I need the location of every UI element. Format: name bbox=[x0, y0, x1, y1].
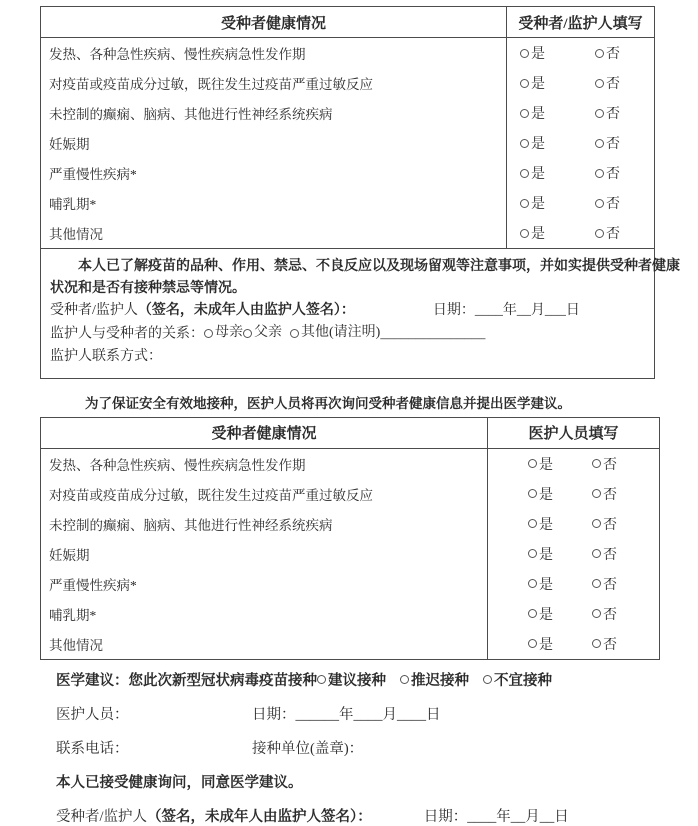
radio-icon[interactable] bbox=[595, 229, 604, 238]
radio-option-yes[interactable] bbox=[520, 43, 545, 63]
radio-icon[interactable] bbox=[595, 199, 604, 208]
question-text: 妊娠期 bbox=[49, 547, 90, 563]
radio-icon[interactable] bbox=[528, 549, 537, 558]
table-row bbox=[41, 479, 659, 509]
table-row bbox=[41, 98, 654, 128]
date-label: 日期： bbox=[252, 706, 296, 723]
signature-line bbox=[50, 300, 645, 322]
yes-no-cell bbox=[487, 599, 659, 629]
option-label: 推迟接种 bbox=[411, 672, 469, 689]
consent-statement: 本人已了解疫苗的品种、作用、禁忌、不良反应以及现场留观等注意事项，并如实提供受种者健康状况和是否有接种禁忌等情况。 bbox=[50, 259, 680, 296]
yes-no-cell bbox=[506, 68, 654, 98]
relation-line bbox=[50, 322, 645, 346]
question-text: 其他情况 bbox=[49, 637, 103, 653]
option-label: 是 bbox=[539, 487, 553, 503]
table-row bbox=[41, 569, 659, 599]
option-label: 否 bbox=[603, 607, 617, 623]
radio-option-yes[interactable] bbox=[520, 103, 545, 123]
recipient-health-table bbox=[40, 6, 680, 379]
yes-no-cell bbox=[487, 569, 659, 599]
radio-icon[interactable] bbox=[595, 109, 604, 118]
radio-option-yes[interactable] bbox=[520, 223, 545, 243]
yes-no-cell bbox=[506, 188, 654, 218]
advice-label: 医学建议：您此次新型冠状病毒疫苗接种 bbox=[56, 672, 317, 689]
question-text: 对疫苗或疫苗成分过敏，既往发生过疫苗严重过敏反应 bbox=[49, 77, 373, 92]
table-row bbox=[41, 599, 659, 629]
option-label: 其他(请注明) bbox=[301, 325, 381, 340]
option-label: 是 bbox=[531, 227, 545, 242]
radio-option-no[interactable] bbox=[595, 43, 620, 63]
bottom-section bbox=[56, 669, 698, 826]
date-blank[interactable]: ____年__月___日 bbox=[474, 303, 580, 318]
radio-icon[interactable] bbox=[243, 329, 252, 338]
option-label: 否 bbox=[606, 227, 620, 242]
option-label: 是 bbox=[531, 47, 545, 62]
radio-option-no[interactable] bbox=[595, 223, 620, 243]
unit-stamp-label: 接种单位(盖章)： bbox=[252, 740, 364, 757]
radio-icon[interactable] bbox=[592, 549, 601, 558]
radio-option-postpone[interactable] bbox=[400, 669, 469, 690]
radio-option-yes[interactable] bbox=[520, 193, 545, 213]
radio-option-no[interactable] bbox=[592, 574, 617, 594]
radio-icon[interactable] bbox=[592, 639, 601, 648]
radio-option-yes[interactable] bbox=[528, 514, 553, 534]
option-label: 否 bbox=[603, 487, 617, 503]
radio-icon[interactable] bbox=[528, 579, 537, 588]
option-label: 否 bbox=[606, 47, 620, 62]
date-label: 日期： bbox=[423, 808, 468, 825]
option-label: 否 bbox=[606, 167, 620, 182]
table-row bbox=[41, 539, 659, 569]
radio-icon[interactable] bbox=[520, 109, 529, 118]
contact-label: 监护人联系方式： bbox=[50, 348, 162, 364]
option-label: 是 bbox=[539, 607, 553, 623]
option-label: 否 bbox=[603, 637, 617, 653]
signer-label: 受种者/监护人 bbox=[56, 808, 148, 825]
table-row bbox=[41, 218, 654, 248]
radio-option-no[interactable] bbox=[592, 604, 617, 624]
radio-icon[interactable] bbox=[592, 609, 601, 618]
radio-icon[interactable] bbox=[528, 489, 537, 498]
radio-option-recommend[interactable] bbox=[317, 669, 386, 690]
radio-option-unsuitable[interactable] bbox=[483, 669, 552, 690]
table-row bbox=[41, 629, 659, 659]
radio-icon[interactable] bbox=[520, 229, 529, 238]
radio-icon[interactable] bbox=[595, 49, 604, 58]
date-label: 日期： bbox=[432, 303, 475, 318]
radio-option-yes[interactable] bbox=[520, 73, 545, 93]
header-recipient-fill: 受种者/监护人填写 bbox=[506, 7, 654, 37]
radio-icon[interactable] bbox=[520, 199, 529, 208]
table-row bbox=[41, 38, 654, 68]
question-text: 妊娠期 bbox=[49, 137, 90, 152]
radio-icon[interactable] bbox=[317, 675, 326, 684]
table-row bbox=[41, 128, 654, 158]
option-label: 是 bbox=[539, 457, 553, 473]
radio-option-no[interactable] bbox=[595, 133, 620, 153]
radio-option-yes[interactable] bbox=[528, 544, 553, 564]
option-label: 母亲 bbox=[215, 325, 243, 340]
header-staff-fill: 医护人员填写 bbox=[487, 418, 659, 448]
signer-note: （签名，未成年人由监护人签名）： bbox=[137, 303, 355, 318]
consent-statement-box bbox=[41, 248, 680, 378]
recipient-table-header bbox=[41, 7, 654, 38]
yes-no-cell bbox=[506, 38, 654, 68]
radio-icon[interactable] bbox=[204, 329, 213, 338]
yes-no-cell bbox=[506, 98, 654, 128]
radio-option-no[interactable] bbox=[592, 484, 617, 504]
question-text: 其他情况 bbox=[49, 227, 103, 242]
question-text: 哺乳期* bbox=[49, 607, 97, 623]
radio-option-yes[interactable] bbox=[528, 484, 553, 504]
staff-table-header bbox=[41, 418, 659, 449]
question-text: 哺乳期* bbox=[49, 197, 97, 212]
option-label: 否 bbox=[603, 577, 617, 593]
signer-note: （签名，未成年人由监护人签名）： bbox=[147, 808, 372, 825]
question-text: 发热、各种急性疾病、慢性疾病急性发作期 bbox=[49, 47, 306, 62]
yes-no-cell bbox=[487, 509, 659, 539]
yes-no-cell bbox=[487, 479, 659, 509]
signer-label: 受种者/监护人 bbox=[50, 303, 138, 318]
option-label: 是 bbox=[539, 577, 553, 593]
radio-option-yes[interactable] bbox=[520, 133, 545, 153]
header-health-status: 受种者健康情况 bbox=[211, 426, 317, 442]
radio-icon[interactable] bbox=[528, 609, 537, 618]
radio-icon[interactable] bbox=[290, 329, 299, 338]
radio-icon[interactable] bbox=[592, 579, 601, 588]
radio-icon[interactable] bbox=[483, 675, 492, 684]
radio-option-father[interactable] bbox=[243, 322, 282, 344]
radio-option-no[interactable] bbox=[595, 193, 620, 213]
option-label: 父亲 bbox=[254, 325, 282, 340]
option-label: 是 bbox=[531, 137, 545, 152]
guardian-contact-line bbox=[50, 346, 645, 368]
option-label: 否 bbox=[606, 137, 620, 152]
option-label: 否 bbox=[603, 517, 617, 533]
yes-no-cell bbox=[506, 128, 654, 158]
question-text: 未控制的癫痫、脑病、其他进行性神经系统疾病 bbox=[49, 517, 333, 533]
phone-label: 联系电话： bbox=[56, 740, 129, 757]
date-blank[interactable]: ______年____月____日 bbox=[295, 706, 441, 723]
medical-advice-line bbox=[56, 669, 698, 690]
radio-option-no[interactable] bbox=[592, 634, 617, 654]
radio-icon[interactable] bbox=[592, 459, 601, 468]
option-label: 是 bbox=[531, 167, 545, 182]
radio-icon[interactable] bbox=[520, 49, 529, 58]
yes-no-cell bbox=[506, 218, 654, 248]
radio-icon[interactable] bbox=[595, 79, 604, 88]
acceptance-line: 本人已接受健康询问，同意医学建议。 bbox=[56, 774, 303, 791]
radio-option-no[interactable] bbox=[595, 163, 620, 183]
relation-other-blank[interactable]: _______________ bbox=[380, 326, 486, 342]
radio-option-mother[interactable] bbox=[204, 322, 243, 344]
radio-option-no[interactable] bbox=[592, 454, 617, 474]
option-label: 是 bbox=[531, 197, 545, 212]
radio-icon[interactable] bbox=[520, 169, 529, 178]
radio-icon[interactable] bbox=[592, 519, 601, 528]
radio-icon[interactable] bbox=[595, 169, 604, 178]
radio-option-no[interactable] bbox=[592, 544, 617, 564]
header-health-status: 受种者健康情况 bbox=[220, 15, 326, 32]
staff-health-table bbox=[40, 417, 660, 660]
option-label: 是 bbox=[539, 547, 553, 563]
yes-no-cell bbox=[487, 449, 659, 479]
option-label: 是 bbox=[539, 517, 553, 533]
option-label: 否 bbox=[606, 197, 620, 212]
option-label: 否 bbox=[603, 457, 617, 473]
table-row bbox=[41, 449, 659, 479]
radio-option-no[interactable] bbox=[595, 103, 620, 123]
option-label: 否 bbox=[606, 77, 620, 92]
phone-line bbox=[56, 737, 698, 758]
question-text: 发热、各种急性疾病、慢性疾病急性发作期 bbox=[49, 457, 306, 473]
radio-option-other[interactable] bbox=[290, 322, 380, 344]
radio-icon[interactable] bbox=[528, 639, 537, 648]
staff-label: 医护人员： bbox=[56, 706, 129, 723]
question-text: 严重慢性疾病* bbox=[49, 577, 137, 593]
yes-no-cell bbox=[487, 629, 659, 659]
question-text: 未控制的癫痫、脑病、其他进行性神经系统疾病 bbox=[49, 107, 333, 122]
radio-option-yes[interactable] bbox=[520, 163, 545, 183]
option-label: 否 bbox=[606, 107, 620, 122]
option-label: 建议接种 bbox=[328, 672, 386, 689]
table-row bbox=[41, 188, 654, 218]
radio-option-yes[interactable] bbox=[528, 634, 553, 654]
yes-no-cell bbox=[487, 539, 659, 569]
staff-signature-line bbox=[56, 703, 698, 724]
radio-icon[interactable] bbox=[520, 79, 529, 88]
option-label: 否 bbox=[603, 547, 617, 563]
option-label: 是 bbox=[539, 637, 553, 653]
radio-icon[interactable] bbox=[400, 675, 409, 684]
radio-option-yes[interactable] bbox=[528, 454, 553, 474]
question-text: 严重慢性疾病* bbox=[49, 167, 137, 182]
option-label: 是 bbox=[531, 107, 545, 122]
radio-icon[interactable] bbox=[528, 519, 537, 528]
final-signature-line bbox=[56, 805, 698, 826]
table-row bbox=[41, 68, 654, 98]
radio-option-no[interactable] bbox=[595, 73, 620, 93]
radio-icon[interactable] bbox=[592, 489, 601, 498]
medical-advice-notice: 为了保证安全有效地接种，医护人员将再次询问受种者健康信息并提出医学建议。 bbox=[85, 395, 571, 411]
option-label: 是 bbox=[531, 77, 545, 92]
yes-no-cell bbox=[506, 158, 654, 188]
radio-option-no[interactable] bbox=[592, 514, 617, 534]
table-row bbox=[41, 158, 654, 188]
radio-icon[interactable] bbox=[528, 459, 537, 468]
relation-label: 监护人与受种者的关系： bbox=[50, 326, 204, 342]
table-row bbox=[41, 509, 659, 539]
radio-option-yes[interactable] bbox=[528, 604, 553, 624]
radio-icon[interactable] bbox=[595, 139, 604, 148]
radio-option-yes[interactable] bbox=[528, 574, 553, 594]
radio-icon[interactable] bbox=[520, 139, 529, 148]
date-blank[interactable]: ____年__月__日 bbox=[467, 808, 569, 825]
option-label: 不宜接种 bbox=[494, 672, 552, 689]
question-text: 对疫苗或疫苗成分过敏，既往发生过疫苗严重过敏反应 bbox=[49, 487, 373, 503]
